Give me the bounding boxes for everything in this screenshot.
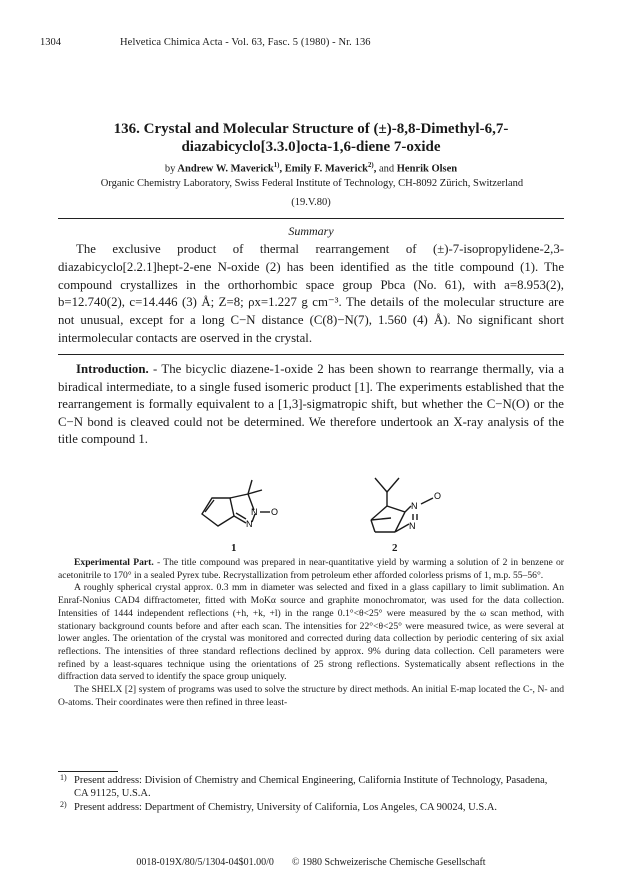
footnote — [58, 774, 564, 800]
authors-prefix: by — [164, 163, 176, 175]
introduction-paragraph — [58, 361, 564, 449]
footnote-mark: 1) — [60, 773, 67, 782]
bond — [387, 506, 405, 512]
compound-2-label: 2 — [392, 542, 398, 554]
bond — [230, 494, 248, 498]
author-conjunction: and — [378, 163, 395, 175]
experimental-paragraph — [58, 557, 564, 582]
n-o-bond — [421, 498, 433, 504]
experimental-section — [58, 557, 564, 709]
atom-label: N — [409, 521, 416, 531]
introduction-text: - The bicyclic diazene-1-oxide 2 has been shown to rearrange thermally, via a biradical intermediate, to a single fused isomeric product [1]. The experiments established that the rearrangement is formally equivalent to a [1,3]-sigmatropic shift, but whether the C−N(O) or the C−N bond is cleaved could not be determined. We therefore undertook an X-ray analysis of the title compound 1. — [58, 362, 564, 447]
compound-2-structure — [345, 476, 455, 540]
atom-label: O — [434, 491, 442, 501]
bond — [371, 520, 375, 532]
experimental-text: - The title compound was prepared in near-quantitative yield by warming a solution of 2 in benzene or acetonitrile to 170° in a sealed Pyrex tube. Recrystallization from petroleum ether afforded colorless prisms of 1, m.p. 55–56°. — [58, 557, 564, 581]
footnotes — [58, 774, 564, 815]
page-footer — [40, 857, 582, 868]
experimental-heading: Experimental Part. — [74, 557, 154, 568]
author-name: Andrew W. Maverick — [177, 163, 274, 175]
bond — [371, 506, 387, 520]
footnote-rule — [58, 771, 118, 772]
compound-1-label: 1 — [231, 542, 237, 554]
footnote-ref: 1) — [273, 162, 280, 169]
atom-label: N — [246, 519, 253, 529]
methyl-bond — [387, 478, 399, 492]
copyright-notice: © 1980 Schweizerische Chemische Gesellschaft — [291, 857, 486, 868]
methyl-bond — [248, 480, 252, 494]
experimental-paragraph: A roughly spherical crystal approx. 0.3 mm in diameter was selected and fixed in a glass capillary to limit sublimation. An Enraf-Nonius CAD4 diffractometer, fitted with MoKα source and graphite monochromator, was used for the data collection. Intensities of 1444 independent reflections (+h, +k, +l) in the range 0.1°<θ<25° were measured by the ω scan method, with stationary background counts before and after each scan. The intensities for 22°<θ<25° were measured twice, as were several at lower angles. The orientation of the crystal was monitored and corrected during data collection by periodic centering of six axial reflections. The intensities of three standard reflections declined by approx. 9% during data collection. Cell parameters were refined by a least-squares technique using the orientations of 25 strong reflections. Systematically absent reflections in the diffraction data served to identify the space group uniquely. — [58, 582, 564, 683]
experimental-paragraph: The SHELX [2] system of programs was used to solve the structure by direct methods. An initial E-map located the C-, N- and O-atoms. Their coordinates were then refined in three least- — [58, 684, 564, 708]
cyclopentene-ring — [202, 498, 234, 526]
atom-label: N — [411, 501, 418, 511]
running-head: Helvetica Chimica Acta - Vol. 63, Fasc. 5 (1980) - Nr. 136 — [120, 37, 371, 48]
page-number: 1304 — [40, 37, 61, 48]
author-name: Emily F. Maverick — [284, 163, 369, 175]
summary-heading: Summary — [288, 224, 334, 238]
summary-top-rule — [58, 218, 564, 219]
footnote-text: Present address: Division of Chemistry and Chemical Engineering, California Institute of Technology, Pasadena, CA 91125, U.S.A. — [74, 775, 548, 799]
article-title: 136. Crystal and Molecular Structure of (±)-8,8-Dimethyl-6,7-diazabicyclo[3.3.0]octa-1,6-diene 7-oxide — [113, 121, 509, 155]
article-code: 0018-019X/80/5/1304-04$01.00/0 — [136, 857, 274, 868]
atom-label: N — [251, 507, 258, 517]
methyl-bond — [248, 490, 262, 494]
atom-label: O — [271, 507, 279, 517]
footnote-mark: 2) — [60, 800, 67, 809]
summary-bottom-rule — [58, 354, 564, 355]
footnote-ref: 2) — [368, 162, 374, 169]
summary-text: The exclusive product of thermal rearrangement of (±)-7-isopropylidene-2,3-diazabicyclo[2.2.1]hept-2-ene N-oxide (2) has been identified as the title compound (1). The compound crystallizes in the orthorhombic space group Pbca (No. 61), with a=8.953(2), b=12.740(2), c=14.446 (3) Å; Z=8; ρx=1.227 g cm⁻³. The details of the molecular structure are not unusual, except for a long C−N distance (C(8)−N(7), 1.560 (4) Å). No significant short intermolecular contacts are oserved in the crystal. — [58, 242, 564, 345]
author-line: by Andrew W. Maverick$^{1)}$, Emily F. Maverick$^{2)}$, and Henrik Olsen — [164, 162, 458, 175]
footnote — [58, 801, 564, 814]
bond — [234, 516, 246, 523]
methyl-bond — [375, 478, 387, 492]
compound-1-structure — [188, 476, 288, 540]
author-name: Henrik Olsen — [396, 163, 458, 175]
received-date: (19.V.80) — [291, 197, 331, 208]
footnote-text: Present address: Department of Chemistry, University of California, Los Angeles, CA 90024, U.S.A. — [74, 802, 498, 813]
affiliation: Organic Chemistry Laboratory, Swiss Federal Institute of Technology, CH-8092 Zürich, Switzerland — [100, 178, 524, 189]
introduction-heading: Introduction. — [76, 362, 149, 376]
